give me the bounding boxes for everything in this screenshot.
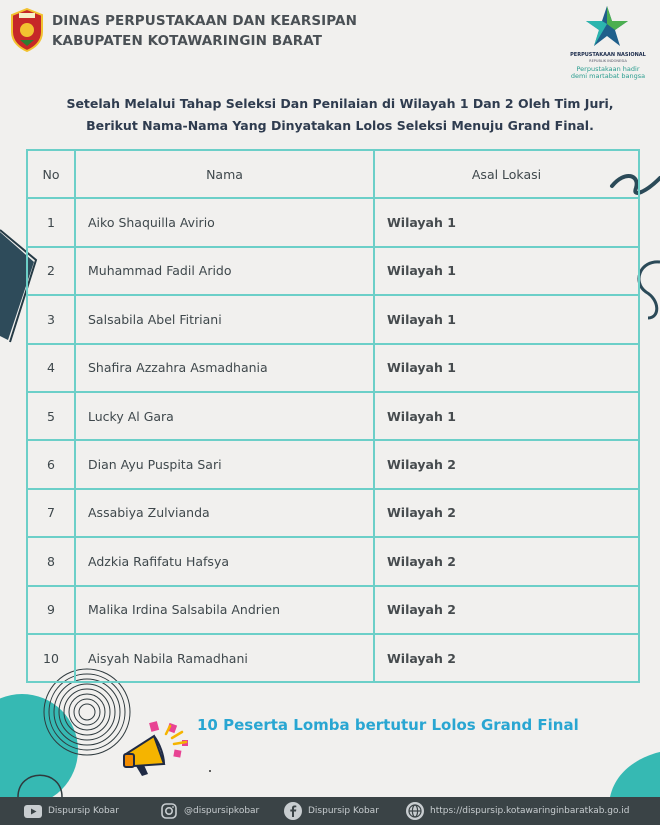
teal-circle-decoration [0,694,78,806]
cell-asal-lokasi: Wilayah 2 [374,489,639,537]
facebook-label: Dispursip Kobar [308,806,379,816]
cell-no: 4 [27,344,75,392]
cell-no: 3 [27,295,75,343]
cell-no: 8 [27,537,75,585]
table-row [27,247,639,295]
website-label: https://dispursip.kotawaringinbaratkab.go.id [430,806,630,816]
table-row [27,634,639,682]
cell-nama: Malika Irdina Salsabila Andrien [75,586,374,634]
teal-bump-decoration [610,752,660,797]
announcement-line1: Setelah Melalui Tahap Seleksi Dan Penilaian di Wilayah 1 Dan 2 Oleh Tim Juri, [66,96,614,111]
perpusnas-subtitle: REPUBLIK INDONESIA [589,59,627,63]
organization-name [52,11,357,51]
table-row [27,489,639,537]
table-row [27,344,639,392]
table-header-row [27,150,639,198]
perpusnas-name: PERPUSTAKAAN NASIONAL [570,52,646,58]
cell-nama: Shafira Azzahra Asmadhania [75,344,374,392]
cell-nama: Aisyah Nabila Ramadhani [75,634,374,682]
cell-no: 2 [27,247,75,295]
cell-nama: Adzkia Rafifatu Hafsya [75,537,374,585]
cell-asal-lokasi: Wilayah 1 [374,247,639,295]
cell-no: 9 [27,586,75,634]
kotawaringin-barat-crest-icon [10,8,44,52]
finalists-table [26,149,640,683]
cell-no: 1 [27,198,75,246]
footer-instagram[interactable] [160,797,259,825]
cell-nama: Muhammad Fadil Arido [75,247,374,295]
cell-no: 7 [27,489,75,537]
cell-no: 5 [27,392,75,440]
table-row [27,586,639,634]
loop-decoration [639,262,660,318]
cell-asal-lokasi: Wilayah 1 [374,344,639,392]
youtube-label: Dispursip Kobar [48,806,119,816]
org-name-line2: KABUPATEN KOTAWARINGIN BARAT [52,33,323,49]
header-asal-lokasi: Asal Lokasi [374,150,639,198]
perpusnas-tagline [562,66,654,80]
perpusnas-star-icon [584,4,630,48]
cell-asal-lokasi: Wilayah 2 [374,440,639,488]
cell-nama: Assabiya Zulvianda [75,489,374,537]
instagram-icon [160,802,178,820]
instagram-label: @dispursipkobar [184,806,260,816]
footer-website[interactable] [406,797,629,825]
table-row [27,198,639,246]
globe-icon [406,802,424,820]
cell-no: 6 [27,440,75,488]
cell-no: 10 [27,634,75,682]
table-row [27,440,639,488]
announcement-line2: Berikut Nama-Nama Yang Dinyatakan Lolos Seleksi Menuju Grand Final. [86,118,594,133]
table-row [27,537,639,585]
header [0,0,660,90]
cell-asal-lokasi: Wilayah 2 [374,537,639,585]
cell-asal-lokasi: Wilayah 1 [374,295,639,343]
cell-nama: Lucky Al Gara [75,392,374,440]
perpusnas-tagline-line2: demi martabat bangsa [570,72,646,80]
header-nama: Nama [75,150,374,198]
cell-nama: Salsabila Abel Fitriani [75,295,374,343]
arch-decoration [18,775,62,797]
footer-facebook[interactable] [284,797,379,825]
cell-asal-lokasi: Wilayah 2 [374,586,639,634]
cell-nama: Dian Ayu Puspita Sari [75,440,374,488]
cell-nama: Aiko Shaquilla Avirio [75,198,374,246]
announcement-text [40,93,640,137]
footer [0,797,660,825]
bottom-title: 10 Peserta Lomba bertutur Lolos Grand Final [197,716,579,734]
cell-asal-lokasi: Wilayah 1 [374,392,639,440]
cell-asal-lokasi: Wilayah 2 [374,634,639,682]
table-row [27,295,639,343]
perpusnas-tagline-line1: Perpustakaan hadir [576,65,640,73]
perpustakaan-nasional-logo [562,4,654,82]
megaphone-icon [120,718,192,782]
facebook-icon [284,802,302,820]
small-dot [209,770,211,772]
header-no: No [27,150,75,198]
footer-youtube[interactable] [24,797,119,825]
table-row [27,392,639,440]
youtube-icon [24,802,42,820]
org-name-line1: DINAS PERPUSTAKAAN DAN KEARSIPAN [52,13,357,29]
cell-asal-lokasi: Wilayah 1 [374,198,639,246]
